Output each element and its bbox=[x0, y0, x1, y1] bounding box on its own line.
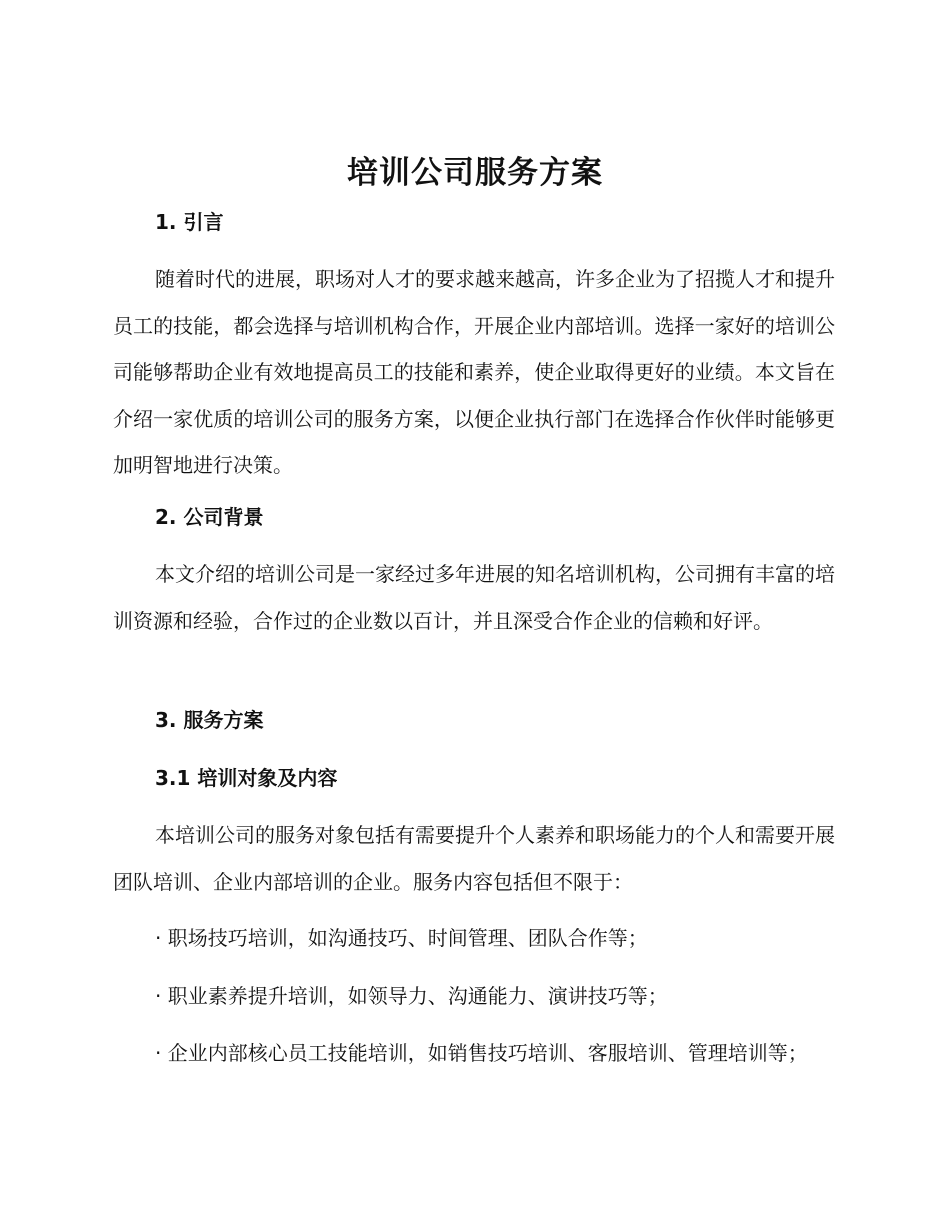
list-item: · 职场技巧培训，如沟通技巧、时间管理、团队合作等； bbox=[155, 926, 648, 950]
background-paragraph: 本文介绍的培训公司是一家经过多年进展的知名培训机构，公司拥有丰富的培训资源和经验，合作过的企业数以百计，并且深受合作企业的信赖和好评。 bbox=[113, 562, 835, 633]
training-targets-paragraph: 本培训公司的服务对象包括有需要提升个人素养和职场能力的个人和需要开展团队培训、企业内部培训的企业。服务内容包括但不限于： bbox=[113, 823, 835, 894]
intro-paragraph: 随着时代的进展，职场对人才的要求越来越高，许多企业为了招揽人才和提升员工的技能，都会选择与培训机构合作，开展企业内部培训。选择一家好的培训公司能够帮助企业有效地提高员工的技能和素养，使企业取得更好的业绩。本文旨在介绍一家优质的培训公司的服务方案，以便企业执行部门在选择合作伙伴时能够更加明智地进行决策。 bbox=[113, 267, 835, 477]
section-heading-intro: 1. 引言 bbox=[155, 210, 224, 234]
list-item: · 企业内部核心员工技能培训，如销售技巧培训、客服培训、管理培训等； bbox=[155, 1041, 808, 1065]
document-title: 培训公司服务方案 bbox=[347, 155, 603, 191]
subsection-heading-training-targets: 3.1 培训对象及内容 bbox=[155, 766, 338, 790]
list-item: · 职业素养提升培训，如领导力、沟通能力、演讲技巧等； bbox=[155, 984, 668, 1008]
section-heading-background: 2. 公司背景 bbox=[155, 505, 264, 529]
section-heading-service: 3. 服务方案 bbox=[155, 708, 264, 732]
